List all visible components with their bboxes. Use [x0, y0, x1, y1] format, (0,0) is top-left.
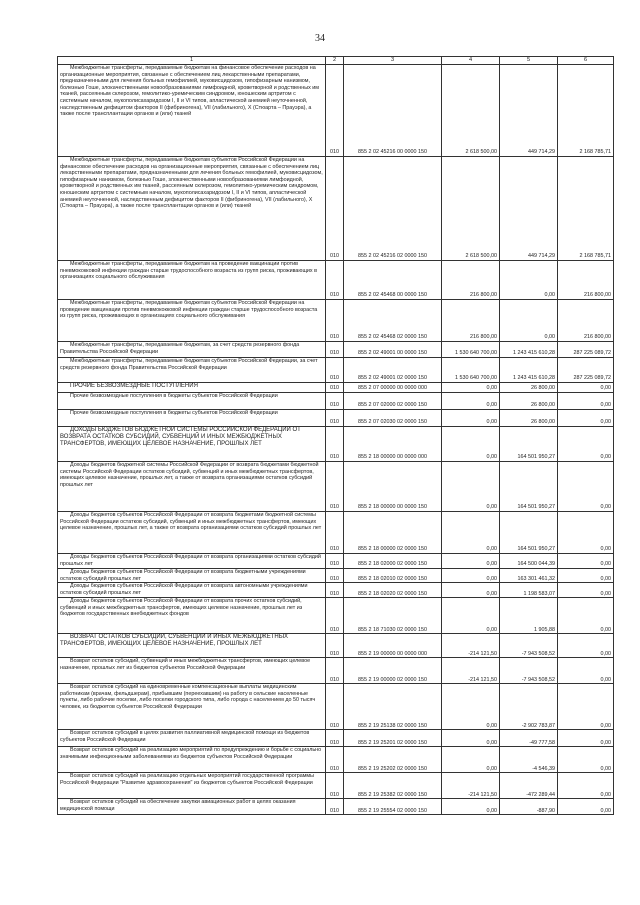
row-code: 010: [326, 358, 344, 383]
executed-amount: 449 714,29: [500, 157, 558, 261]
approved-amount: -214 121,50: [442, 773, 500, 799]
unexecuted-amount: 0,00: [558, 684, 614, 730]
budget-classification-code: 855 2 07 00000 00 0000 000: [344, 383, 442, 393]
header-cell: 4: [442, 57, 500, 65]
unexecuted-amount: 2 168 785,71: [558, 65, 614, 157]
table-row: [58, 598, 614, 634]
approved-amount: 0,00: [442, 583, 500, 598]
table-row: [58, 393, 614, 410]
budget-classification-code: 855 2 18 00000 00 0000 150: [344, 462, 442, 512]
executed-amount: 164 501 950,27: [500, 462, 558, 512]
unexecuted-amount: 287 225 089,72: [558, 342, 614, 358]
row-name-text: Доходы бюджетов субъектов Российской Федерации от возврата бюджетными учреждениями остатков субсидий прошлых лет: [60, 569, 306, 582]
row-name-text: Прочие безвозмездные поступления в бюджеты субъектов Российской Федерации: [70, 393, 278, 399]
row-name-text: Межбюджетные трансферты, передаваемые бюджетам субъектов Российской Федерации, за счет средств резервного фонда Правительства Российской Федерации: [60, 358, 318, 371]
row-code: 010: [326, 658, 344, 684]
table-row: [58, 730, 614, 747]
budget-classification-code: 855 2 18 02010 02 0000 150: [344, 569, 442, 583]
row-name: [58, 730, 326, 747]
table-row: [58, 799, 614, 815]
row-name-text: ВОЗВРАТ ОСТАТКОВ СУБСИДИЙ, СУБВЕНЦИЙ И ИНЫХ МЕЖБЮДЖЕТНЫХ ТРАНСФЕРТОВ, ИМЕЮЩИХ ЦЕЛЕВОЕ НАЗНАЧЕНИЕ, ПРОШЛЫХ ЛЕТ: [60, 634, 289, 648]
executed-amount: 0,00: [500, 261, 558, 300]
row-name-text: Прочие безвозмездные поступления в бюджеты субъектов Российской Федерации: [70, 410, 278, 416]
budget-classification-code: 855 2 02 45216 00 0000 150: [344, 65, 442, 157]
unexecuted-amount: 0,00: [558, 427, 614, 462]
row-code: 010: [326, 773, 344, 799]
row-name: [58, 583, 326, 598]
page-number: 34: [315, 33, 325, 44]
unexecuted-amount: 0,00: [558, 730, 614, 747]
approved-amount: 0,00: [442, 730, 500, 747]
approved-amount: 0,00: [442, 393, 500, 410]
executed-amount: 1 243 415 610,28: [500, 358, 558, 383]
row-code: 010: [326, 569, 344, 583]
budget-classification-code: 855 2 02 49001 02 0000 150: [344, 358, 442, 383]
row-name: [58, 747, 326, 773]
approved-amount: 1 530 640 700,00: [442, 342, 500, 358]
table-row: [58, 342, 614, 358]
row-name: [58, 512, 326, 554]
row-name-text: Межбюджетные трансферты, передаваемые бюджетам субъектов Российской Федерации на финансовое обеспечение расходов на организационные мероприятия, связанные с обеспечением лиц лекарственными препаратами, предназначенными для лечения больных гемофилией, муковисцидозом, гипофизарным нанизмом, болезнью Гоше, злокачественными новообразованиями лимфоидной, кроветворной и родственных им тканей, рассеянным склерозом, гемолитико-уремическим синдромом, юношеским артритом с системным началом, мукополисахаридозом I, II и VI типов, апластической анемией неуточненной, наследственным дефицитом факторов II (фибриногена), VII (лабильного), X (Стюарта – Прауэра), а также после трансплантации органов и (или) тканей: [60, 157, 323, 210]
row-name-text: Доходы бюджетов бюджетной системы Российской Федерации от возврата бюджетами бюджетной системы Российской Федерации остатков субсидий, субвенций и иных межбюджетных трансфертов, имеющих целевое назначение, прошлых лет, а также от возврата организациями остатков субсидий прошлых лет: [60, 462, 319, 488]
row-name-text: Возврат остатков субсидий в целях развития паллиативной медицинской помощи из бюджетов субъектов Российской Федерации: [60, 730, 310, 743]
approved-amount: 0,00: [442, 598, 500, 634]
row-code: 010: [326, 684, 344, 730]
table-row: [58, 684, 614, 730]
executed-amount: 164 500 044,39: [500, 554, 558, 569]
header-cell: 6: [558, 57, 614, 65]
budget-classification-code: 855 2 07 02030 02 0000 150: [344, 410, 442, 427]
approved-amount: 0,00: [442, 383, 500, 393]
executed-amount: 163 301 461,32: [500, 569, 558, 583]
budget-classification-code: 855 2 07 02000 02 0000 150: [344, 393, 442, 410]
row-code: 010: [326, 554, 344, 569]
table-row: [58, 383, 614, 393]
row-name: [58, 634, 326, 658]
row-code: 010: [326, 512, 344, 554]
row-name-text: Доходы бюджетов субъектов Российской Федерации от возврата прочих остатков субсидий, субвенций и иных межбюджетных трансфертов, имеющих целевое назначение, прошлых лет из бюджетов государственных внебюджетных фондов: [60, 598, 303, 618]
budget-classification-code: 855 2 19 25382 02 0000 150: [344, 773, 442, 799]
executed-amount: -472 289,44: [500, 773, 558, 799]
row-code: 010: [326, 634, 344, 658]
row-name: [58, 261, 326, 300]
budget-classification-code: 855 2 18 00000 00 0000 000: [344, 427, 442, 462]
budget-classification-code: 855 2 19 25138 02 0000 150: [344, 684, 442, 730]
row-name-text: Доходы бюджетов субъектов Российской Федерации от возврата бюджетами бюджетной системы Российской Федерации остатков субсидий, субвенций и иных межбюджетных трансфертов, имеющих целевое назначение, прошлых лет, а также от возврата организациями остатков субсидий прошлых лет: [60, 512, 322, 532]
approved-amount: -214 121,50: [442, 634, 500, 658]
budget-classification-code: 855 2 19 25201 02 0000 150: [344, 730, 442, 747]
row-name-text: Возврат остатков субсидий на единовременные компенсационные выплаты медицинским работникам (врачам, фельдшерам), прибывшим (переехавшим) на работу в сельские населенные пункты, либо рабочие поселки, либо поселки городского типа, либо города с населением до 50 тысяч человек, из бюджетов субъектов Российской Федерации: [60, 684, 316, 710]
row-name-text: Межбюджетные трансферты, передаваемые бюджетам на проведение вакцинации против пневмококковой инфекции граждан старше трудоспособного возраста из групп риска, проживающих в организациях социального обслуживания: [60, 261, 317, 281]
unexecuted-amount: 0,00: [558, 658, 614, 684]
approved-amount: 2 618 500,00: [442, 65, 500, 157]
budget-classification-code: 855 2 19 25202 02 0000 150: [344, 747, 442, 773]
table-row: [58, 583, 614, 598]
budget-classification-code: 855 2 18 71030 02 0000 150: [344, 598, 442, 634]
row-code: 010: [326, 65, 344, 157]
executed-amount: 164 501 950,27: [500, 427, 558, 462]
budget-classification-code: 855 2 19 00000 02 0000 150: [344, 658, 442, 684]
row-name: [58, 799, 326, 815]
row-name: [58, 462, 326, 512]
row-code: 010: [326, 300, 344, 342]
row-code: 010: [326, 261, 344, 300]
budget-classification-code: 855 2 02 49001 00 0000 150: [344, 342, 442, 358]
table-row: [58, 462, 614, 512]
approved-amount: 0,00: [442, 684, 500, 730]
table-row: [58, 554, 614, 569]
unexecuted-amount: 2 168 785,71: [558, 157, 614, 261]
row-name-text: Доходы бюджетов субъектов Российской Федерации от возврата организациями остатков субсидий прошлых лет: [60, 554, 321, 567]
row-code: 010: [326, 393, 344, 410]
table-row: [58, 261, 614, 300]
approved-amount: 0,00: [442, 747, 500, 773]
budget-classification-code: 855 2 02 45468 00 0000 150: [344, 261, 442, 300]
row-name-text: Возврат остатков субсидий на реализацию мероприятий по предупреждению и борьбе с социально значимыми инфекционными заболеваниями из бюджетов субъектов Российской Федерации: [60, 747, 322, 760]
row-name-text: Доходы бюджетов субъектов Российской Федерации от возврата автономными учреждениями остатков субсидий прошлых лет: [60, 583, 308, 596]
row-code: 010: [326, 342, 344, 358]
unexecuted-amount: 0,00: [558, 747, 614, 773]
row-name-text: ДОХОДЫ БЮДЖЕТОВ БЮДЖЕТНОЙ СИСТЕМЫ РОССИЙСКОЙ ФЕДЕРАЦИИ ОТ ВОЗВРАТА ОСТАТКОВ СУБСИДИЙ, СУБВЕНЦИЙ И ИНЫХ МЕЖБЮДЖЕТНЫХ ТРАНСФЕРТОВ, ИМЕЮЩИХ ЦЕЛЕВОЕ НАЗНАЧЕНИЕ, ПРОШЛЫХ ЛЕТ: [60, 427, 301, 447]
unexecuted-amount: 287 225 089,72: [558, 358, 614, 383]
row-name: [58, 658, 326, 684]
unexecuted-amount: 0,00: [558, 598, 614, 634]
approved-amount: -214 121,50: [442, 658, 500, 684]
approved-amount: 216 800,00: [442, 300, 500, 342]
header-cell: 2: [326, 57, 344, 65]
executed-amount: 449 714,29: [500, 65, 558, 157]
executed-amount: -887,90: [500, 799, 558, 815]
budget-classification-code: 855 2 02 45216 02 0000 150: [344, 157, 442, 261]
executed-amount: 1 905,88: [500, 598, 558, 634]
table-row: [58, 358, 614, 383]
row-name: [58, 773, 326, 799]
table-row: [58, 747, 614, 773]
row-name: [58, 410, 326, 427]
executed-amount: 26 800,00: [500, 410, 558, 427]
row-code: 010: [326, 598, 344, 634]
table-row: [58, 300, 614, 342]
row-code: 010: [326, 157, 344, 261]
budget-table: [57, 56, 614, 815]
unexecuted-amount: 216 800,00: [558, 300, 614, 342]
unexecuted-amount: 0,00: [558, 410, 614, 427]
executed-amount: 1 198 583,07: [500, 583, 558, 598]
table-row: [58, 157, 614, 261]
executed-amount: 26 800,00: [500, 393, 558, 410]
unexecuted-amount: 0,00: [558, 383, 614, 393]
approved-amount: 1 530 640 700,00: [442, 358, 500, 383]
approved-amount: 0,00: [442, 799, 500, 815]
table-row: [58, 773, 614, 799]
table-row: [58, 658, 614, 684]
executed-amount: 0,00: [500, 300, 558, 342]
row-name: [58, 554, 326, 569]
row-code: 010: [326, 383, 344, 393]
row-code: 010: [326, 410, 344, 427]
unexecuted-amount: 0,00: [558, 462, 614, 512]
unexecuted-amount: 0,00: [558, 393, 614, 410]
row-name-text: Возврат остатков субсидий, субвенций и иных межбюджетных трансфертов, имеющих целевое назначение, прошлых лет из бюджетов субъектов Российской Федерации: [60, 658, 311, 671]
approved-amount: 0,00: [442, 554, 500, 569]
row-name: [58, 383, 326, 393]
table-header-row: [58, 57, 614, 65]
row-name: [58, 300, 326, 342]
executed-amount: 164 501 950,27: [500, 512, 558, 554]
executed-amount: -49 777,58: [500, 730, 558, 747]
row-name-text: ПРОЧИЕ БЕЗВОЗМЕЗДНЫЕ ПОСТУПЛЕНИЯ: [70, 383, 198, 389]
header-cell: 5: [500, 57, 558, 65]
table-row: [58, 410, 614, 427]
unexecuted-amount: 216 800,00: [558, 261, 614, 300]
row-code: 010: [326, 747, 344, 773]
row-code: 010: [326, 799, 344, 815]
approved-amount: 0,00: [442, 427, 500, 462]
row-code: 010: [326, 462, 344, 512]
approved-amount: 0,00: [442, 410, 500, 427]
unexecuted-amount: 0,00: [558, 634, 614, 658]
approved-amount: 0,00: [442, 512, 500, 554]
row-name: [58, 393, 326, 410]
budget-classification-code: 855 2 02 45468 02 0000 150: [344, 300, 442, 342]
executed-amount: -4 546,39: [500, 747, 558, 773]
executed-amount: -7 943 508,52: [500, 634, 558, 658]
executed-amount: 1 243 415 610,28: [500, 342, 558, 358]
executed-amount: 26 800,00: [500, 383, 558, 393]
table-row: [58, 65, 614, 157]
unexecuted-amount: 0,00: [558, 799, 614, 815]
unexecuted-amount: 0,00: [558, 512, 614, 554]
row-name: [58, 598, 326, 634]
row-name: [58, 427, 326, 462]
row-name-text: Межбюджетные трансферты, передаваемые бюджетам субъектов Российской Федерации на проведение вакцинации против пневмококковой инфекции граждан старше трудоспособного возраста из групп риска, проживающих в организациях социального обслуживания: [60, 300, 318, 320]
row-name: [58, 684, 326, 730]
table-row: [58, 569, 614, 583]
row-name-text: Межбюджетные трансферты, передаваемые бюджетам на финансовое обеспечение расходов на организационные мероприятия, связанные с обеспечением лиц лекарственными препаратами, предназначенными для лечения больных гемофилией, муковисцидозом, гипофизарным нанизмом, болезнью Гоше, злокачественными новообразованиями лимфоидной, кроветворной и родственных им тканей, рассеянным склерозом, гемолитико-уремическим синдромом, юношеским артритом с системным началом, мукополисахаридозом I, II и VI типов, апластической анемией неуточненной, наследственным дефицитом факторов II (фибриногена), VII (лабильного), X (Стюарта – Прауэра), а также после трансплантации органов и (или) тканей: [60, 65, 319, 118]
unexecuted-amount: 0,00: [558, 569, 614, 583]
executed-amount: -7 943 508,52: [500, 658, 558, 684]
row-name: [58, 358, 326, 383]
row-name: [58, 65, 326, 157]
table-row: [58, 427, 614, 462]
header-cell: 3: [344, 57, 442, 65]
row-name: [58, 569, 326, 583]
table-row: [58, 512, 614, 554]
table-row: [58, 634, 614, 658]
row-name: [58, 157, 326, 261]
approved-amount: 216 800,00: [442, 261, 500, 300]
row-code: 010: [326, 730, 344, 747]
row-name-text: Возврат остатков субсидий на обеспечение закупки авиационных работ в целях оказания медицинской помощи: [60, 799, 296, 812]
row-code: 010: [326, 583, 344, 598]
row-name-text: Возврат остатков субсидий на реализацию отдельных мероприятий государственной программы Российской Федерации "Развитие здравоохранения" из бюджетов субъектов Российской Федерации: [60, 773, 314, 786]
approved-amount: 0,00: [442, 569, 500, 583]
executed-amount: -2 902 783,87: [500, 684, 558, 730]
unexecuted-amount: 0,00: [558, 583, 614, 598]
row-code: 010: [326, 427, 344, 462]
row-name: [58, 342, 326, 358]
budget-classification-code: 855 2 18 02000 02 0000 150: [344, 554, 442, 569]
budget-classification-code: 855 2 18 00000 02 0000 150: [344, 512, 442, 554]
approved-amount: 0,00: [442, 462, 500, 512]
header-cell: 1: [58, 57, 326, 65]
row-name-text: Межбюджетные трансферты, передаваемые бюджетам, за счет средств резервного фонда Правительства Российской Федерации: [60, 342, 300, 355]
budget-classification-code: 855 2 18 02020 02 0000 150: [344, 583, 442, 598]
budget-classification-code: 855 2 19 00000 00 0000 000: [344, 634, 442, 658]
unexecuted-amount: 0,00: [558, 773, 614, 799]
budget-classification-code: 855 2 19 25554 02 0000 150: [344, 799, 442, 815]
unexecuted-amount: 0,00: [558, 554, 614, 569]
approved-amount: 2 618 500,00: [442, 157, 500, 261]
